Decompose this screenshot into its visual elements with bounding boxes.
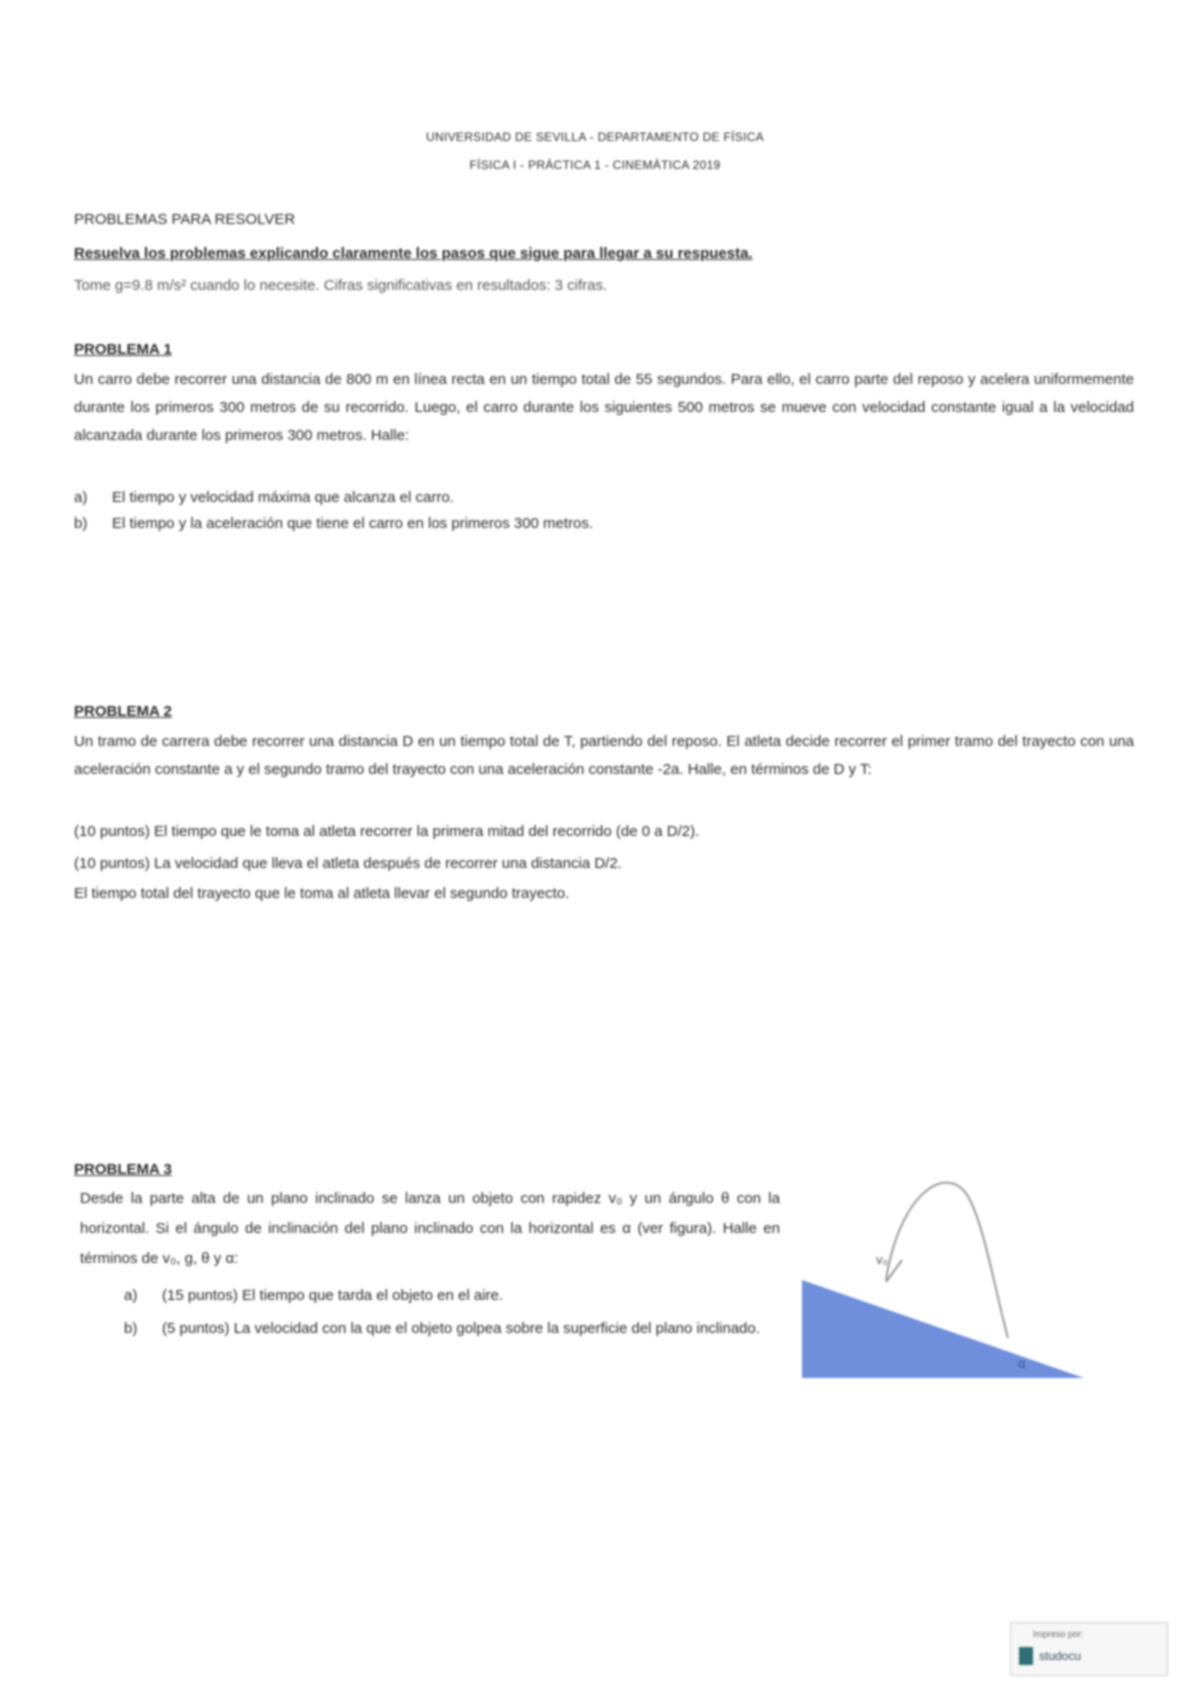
alpha-label: α — [1018, 1356, 1026, 1371]
item-text: (5 puntos) La velocidad con la que el objeto golpea sobre la superficie del plano inclinado. — [162, 1320, 760, 1337]
problem1-title: PROBLEMA 1 — [74, 341, 172, 358]
intro-note: Tome g=9.8 m/s² cuando lo necesite. Cifras significativas en resultados: 3 cifras. — [74, 277, 608, 294]
document-header-line2: FÍSICA I - PRÁCTICA 1 - CINEMÁTICA 2019 — [469, 158, 721, 172]
logo-brand-text: studocu — [1039, 1649, 1082, 1663]
studocu-icon — [1019, 1647, 1033, 1665]
problem1-text: Un carro debe recorrer una distancia de 800 m en línea recta en un tiempo total de 55 segundos. Para ello, el carro parte del reposo y acelera uniformemente durante los primeros 300 metros de su recorrido. Luego, el carro durante los siguientes 500 metros se mueve con velocidad constante igual a la velocidad alcanzada durante los primeros 300 metros. Halle: — [74, 371, 1134, 444]
projectile-trajectory — [886, 1183, 1008, 1338]
problem2-line-2: (10 puntos) La velocidad que lleva el atleta después de recorrer una distancia D/2. — [74, 855, 622, 872]
studocu-logo — [1010, 1622, 1168, 1676]
problem3-item-b — [124, 1316, 780, 1342]
item-text: (15 puntos) El tiempo que tarda el objeto en el aire. — [162, 1287, 504, 1304]
problem2-text: Un tramo de carrera debe recorrer una distancia D en un tiempo total de T, partiendo del reposo. El atleta decide recorrer el primer tramo del trayecto con una aceleración constante a y el segundo tramo del trayecto con una aceleración constante -2a. Halle, en términos de D y T: — [74, 733, 1134, 778]
v0-label: v₀ — [876, 1252, 888, 1267]
problem2-title: PROBLEMA 2 — [74, 703, 172, 720]
item-marker: a) — [124, 1287, 138, 1304]
intro-instructions: Resuelva los problemas explicando claramente los pasos que sigue para llegar a su respuesta. — [74, 245, 753, 262]
problem1-item-b — [74, 514, 593, 534]
problem3-text: Desde la parte alta de un plano inclinado se lanza un objeto con rapidez v₀ y un ángulo θ con la horizontal. Si el ángulo de inclinación del plano inclinado con la horizontal es α (ver figura). Halle en términos de v₀, g, θ y α: — [80, 1190, 780, 1267]
item-marker: b) — [74, 515, 88, 532]
item-text: El tiempo y velocidad máxima que alcanza el carro. — [112, 489, 454, 506]
problem2-line-3: El tiempo total del trayecto que le toma al atleta llevar el segundo trayecto. — [74, 885, 570, 902]
logo-top-text: Impreso por: — [1033, 1629, 1084, 1639]
inclined-plane-figure — [790, 1180, 1100, 1390]
problem3-title: PROBLEMA 3 — [74, 1161, 172, 1178]
intro-title: PROBLEMAS PARA RESOLVER — [74, 211, 296, 228]
document-header-line1: UNIVERSIDAD DE SEVILLA - DEPARTAMENTO DE FÍSICA — [426, 130, 764, 144]
inclined-plane — [802, 1280, 1084, 1378]
item-marker: a) — [74, 489, 88, 506]
problem1-item-a — [74, 488, 454, 508]
problem3-item-a — [124, 1286, 503, 1306]
item-text: El tiempo y la aceleración que tiene el carro en los primeros 300 metros. — [112, 515, 594, 532]
problem2-line-1: (10 puntos) El tiempo que le toma al atleta recorrer la primera mitad del recorrido (de 0 a D/2). — [74, 823, 700, 840]
item-marker: b) — [124, 1320, 138, 1337]
